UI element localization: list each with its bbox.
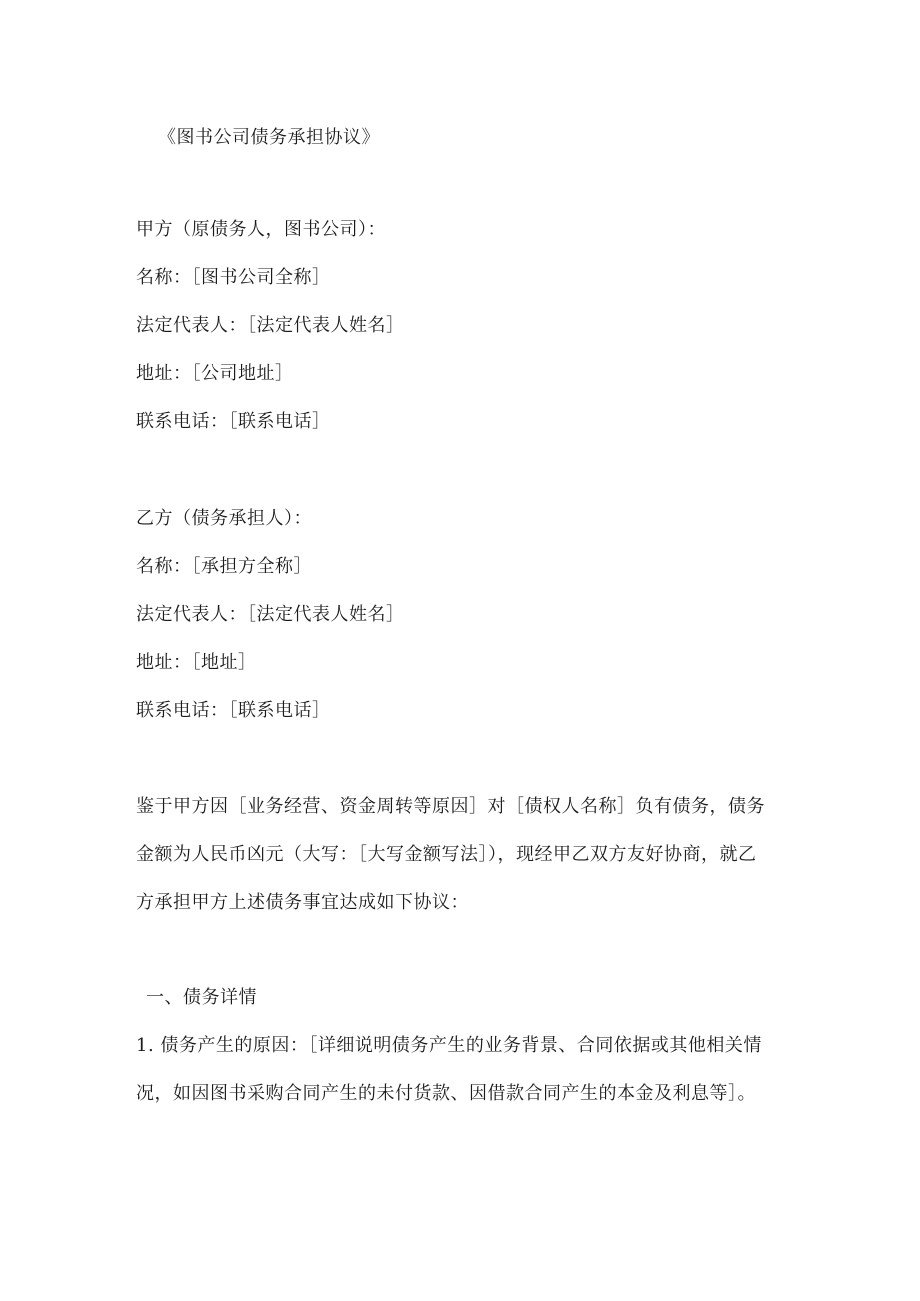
party-b-address: 地址：［地址］ [136, 652, 257, 673]
section-1-item-1-line-1: 1. 债务产生的原因：［详细说明债务产生的业务背景、合同依据或其他相关情 [136, 1035, 762, 1056]
preamble-line-3: 方承担甲方上述债务事宜达成如下协议： [136, 892, 469, 913]
party-b-heading: 乙方（债务承担人）： [136, 508, 312, 529]
party-a-phone: 联系电话：［联系电话］ [136, 411, 331, 432]
party-a-name: 名称：［图书公司全称］ [136, 267, 331, 288]
party-a-heading: 甲方（原债务人，图书公司）： [136, 219, 386, 240]
section-1-item-1-line-2: 况，如因图书采购合同产生的未付货款、因借款合同产生的本金及利息等］。 [136, 1083, 756, 1104]
preamble-line-1: 鉴于甲方因［业务经营、资金周转等原因］对［债权人名称］负有债务，债务 [136, 796, 765, 817]
document-title: 《图书公司债务承担协议》 [158, 127, 380, 148]
party-b-phone: 联系电话：［联系电话］ [136, 700, 331, 721]
preamble-line-2: 金额为人民币凶元（大写：［大写金额写法］），现经甲乙双方友好协商，就乙 [136, 844, 757, 865]
party-b-representative: 法定代表人：［法定代表人姓名］ [136, 604, 405, 625]
party-b-name: 名称：［承担方全称］ [136, 556, 312, 577]
section-1-heading: 一、债务详情 [146, 987, 257, 1008]
party-a-representative: 法定代表人：［法定代表人姓名］ [136, 315, 405, 336]
party-a-address: 地址：［公司地址］ [136, 363, 294, 384]
